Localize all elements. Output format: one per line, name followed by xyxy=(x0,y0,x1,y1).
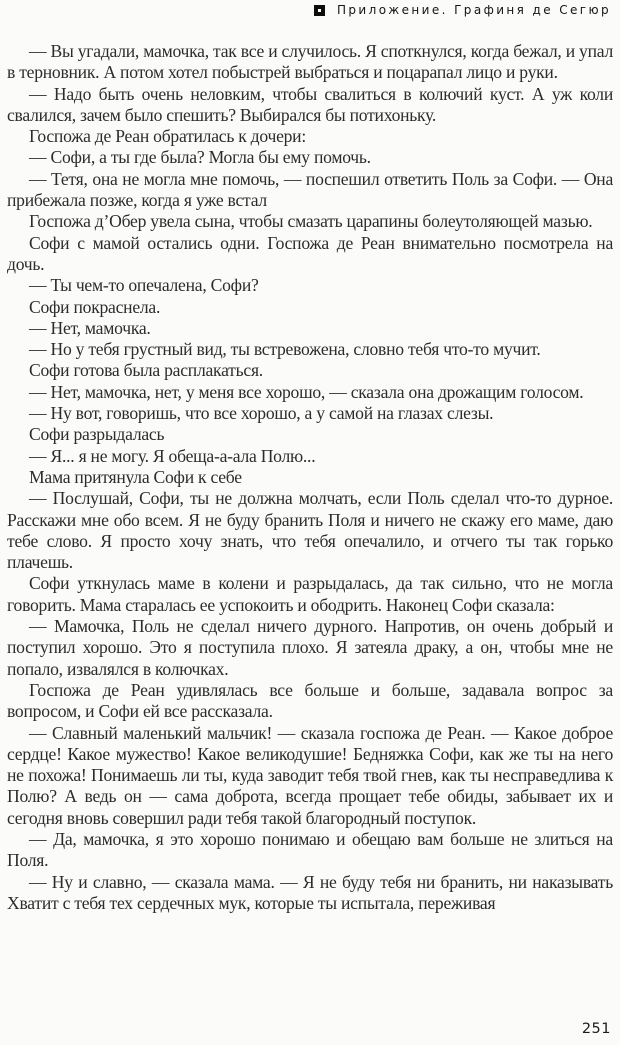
paragraph: Софи разрыдалась xyxy=(29,424,165,445)
paragraph: — Ну вот, говоришь, что все хорошо, а у самой на глазах слезы. xyxy=(29,403,494,424)
paragraph: — Нет, мамочка. xyxy=(29,317,151,338)
page-text xyxy=(7,41,613,914)
running-header xyxy=(0,3,611,17)
paragraph: — Да, мамочка, я это хорошо понимаю и обещаю вам больше не злиться на Поля. xyxy=(7,828,613,871)
paragraph: — Ты чем-то опечалена, Софи? xyxy=(29,275,259,296)
paragraph: Софи покраснела. xyxy=(29,296,161,317)
paragraph: — Но у тебя грустный вид, ты встревожена, словно тебя что-то мучит. xyxy=(29,339,541,360)
paragraph: Софи готова была расплакаться. xyxy=(29,360,263,381)
paragraph: Софи с мамой остались одни. Госпожа де Реан внимательно посмотрела на дочь. xyxy=(7,232,613,274)
paragraph: Госпожа де Реан удивлялась все больше и больше, задавала вопрос за вопросом, и Софи ей все рассказала. xyxy=(7,679,613,722)
page-number: 251 xyxy=(581,1021,611,1037)
paragraph: — Мамочка, Поль не сделал ничего дурного. Напротив, он очень добрый и поступил хорошо. Это я поступила плохо. Я затеяла драку, а он, чтобы мне не попало, извалялся в колючках. xyxy=(7,616,613,679)
paragraph: — Нет, мамочка, нет, у меня все хорошо, — сказала она дрожащим голосом. xyxy=(29,381,584,402)
bullet-inner-dot xyxy=(318,9,321,12)
paragraph: — Ну и славно, — сказала мама. — Я не буду тебя ни бранить, ни наказывать Хватит с тебя тех сердечных мук, которые ты испытала, переживая xyxy=(7,871,613,913)
paragraph: Софи уткнулась маме в колени и разрыдалась, да так сильно, что не могла говорить. Мама старалась ее успокоить и ободрить. Наконец Софи сказала: xyxy=(7,573,613,615)
paragraph: — Тетя, она не могла мне помочь, — поспешил ответить Поль за Софи. — Она прибежала позже, когда я уже встал xyxy=(7,168,613,211)
paragraph: Госпожа де Реан обратилась к дочери: xyxy=(29,126,306,147)
paragraph: — Я... я не могу. Я обеща-а-ала Полю... xyxy=(29,445,316,466)
paragraph: — Послушай, Софи, ты не должна молчать, если Поль сделал что-то дурное. Расскажи мне обо всем. Я не буду бранить Поля и ничего не скажу его маме, даю тебе слово. Я просто хочу знать, что тебя опечалило, и отчего ты так горько плачешь. xyxy=(7,488,613,573)
running-header-title: Приложение. Графиня де Сегюр xyxy=(336,3,611,17)
paragraph: Мама притянула Софи к себе xyxy=(29,466,242,487)
paragraph: — Надо быть очень неловким, чтобы свалиться в колючий куст. А уж коли свалился, зачем было спешить? Выбирался бы потихоньку. xyxy=(7,83,613,125)
black-square-bullet-icon xyxy=(314,5,325,16)
paragraph: — Софи, а ты где была? Могла бы ему помочь. xyxy=(29,147,371,168)
paragraph: — Славный маленький мальчик! — сказала госпожа де Реан. — Какое доброе сердце! Какое мужество! Какое великодушие! Бедняжка Софи, как же ты на него не похожа! Понимаешь ли ты, куда заводит тебя твой гнев, как ты несправедлива к Полю? А ведь он — сама доброта, всегда прощает тебе обиды, забывает их и сегодня вновь совершил ради тебя такой благородный поступок. xyxy=(7,722,613,828)
paragraph: Госпожа д’Обер увела сына, чтобы смазать царапины болеутоляющей мазью. xyxy=(29,211,593,232)
paragraph: — Вы угадали, мамочка, так все и случилось. Я споткнулся, когда бежал, и упал в терновник. А потом хотел побыстрей выбраться и поцарапал лицо и руки. xyxy=(7,41,613,83)
